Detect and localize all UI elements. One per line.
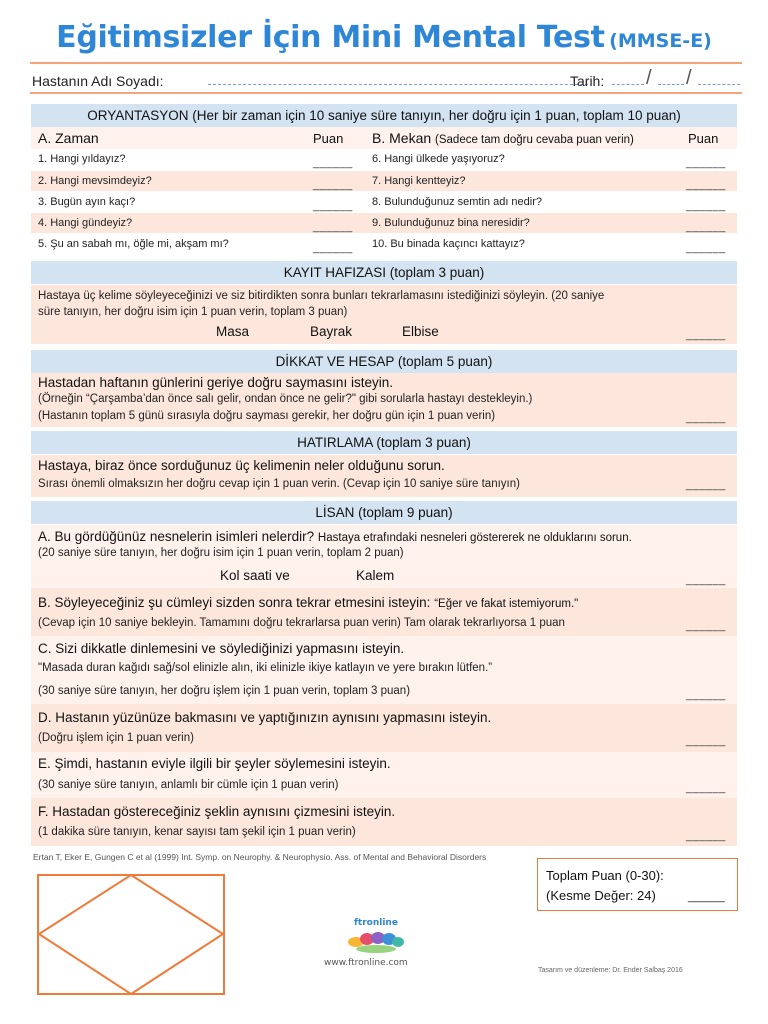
logo-brand: ftronline	[354, 918, 398, 928]
memory-word: Masa	[216, 324, 250, 339]
logo-url: www.ftronline.com	[324, 958, 408, 968]
language-e-text: E. Şimdi, hastanın eviyle ilgili bir şeyler söylemesini isteyin.	[38, 756, 391, 771]
language-a-title: A. Bu gördüğünüz nesnelerin isimleri nelerdir?	[38, 529, 315, 544]
language-header: LİSAN (toplam 9 puan)	[31, 501, 737, 524]
total-score-box	[537, 858, 738, 911]
score-field[interactable]: ______	[686, 179, 726, 191]
date-year-field[interactable]	[698, 84, 740, 85]
figure-diamond	[39, 875, 223, 994]
attention-text: (Hastanın toplam 5 günü sırasıyla doğru sayması gerekir, her doğru gün için 1 puan verin)	[38, 410, 496, 422]
question-item: 1. Hangi yıldayız?	[38, 153, 126, 165]
language-b-sentence: “Eğer ve fakat istemiyorum."	[434, 598, 579, 610]
attention-text: Hastadan haftanın günlerini geriye doğru saymasını isteyin.	[38, 375, 393, 390]
score-field[interactable]: ______	[313, 200, 353, 212]
attention-text: (Örneğin “Çarşamba’dan önce salı gelir, ondan önce ne gelir?" gibi sorularla hastayı destekleyin.)	[38, 393, 533, 405]
ftronline-logo[interactable]	[324, 918, 434, 970]
language-d-text: (Doğru işlem için 1 puan verin)	[38, 732, 194, 744]
language-c-text: (30 saniye süre tanıyın, her doğru işlem için 1 puan verin, toplam 3 puan)	[38, 685, 411, 697]
registration-text: süre tanıyın, her doğru isim için 1 puan verin, toplam 3 puan)	[38, 306, 348, 318]
place-title-text: B. Mekan	[372, 130, 432, 146]
score-field[interactable]: ______	[686, 200, 726, 212]
language-b-text: (Cevap için 10 saniye bekleyin. Tamamını doğru tekrarlarsa puan verin) Tam olarak tekrarlıyorsa 1 puan	[38, 617, 565, 629]
place-note: (Sadece tam doğru cevaba puan verin)	[435, 134, 634, 146]
language-a-text	[38, 529, 632, 544]
language-f-text: (1 dakika süre tanıyın, kenar sayısı tam şekil için 1 puan verin)	[38, 826, 356, 838]
score-field[interactable]: ______	[313, 221, 353, 233]
date-month-field[interactable]	[658, 84, 684, 85]
language-a-text: (20 saniye süre tanıyın, her doğru isim için 1 puan verin, toplam 2 puan)	[38, 547, 404, 559]
patient-name-label: Hastanın Adı Soyadı:	[32, 73, 164, 89]
reference-citation: Ertan T, Eker E, Gungen C et al (1999) Int. Symp. on Neurophy. & Neurophysio. Ass. of Mental and Behavioral Disorders	[33, 852, 487, 862]
score-field[interactable]: ______	[313, 157, 353, 169]
date-separator: /	[646, 67, 652, 89]
time-section-title: A. Zaman	[38, 130, 99, 146]
score-field[interactable]: ______	[686, 830, 726, 842]
language-d-text: D. Hastanın yüzünüze bakmasını ve yaptığınızın aynısını yapmasını isteyin.	[38, 710, 492, 725]
question-item: 3. Bugün ayın kaçı?	[38, 196, 136, 208]
score-field[interactable]: ______	[686, 479, 726, 491]
patient-info-row	[30, 62, 742, 94]
puan-label: Puan	[313, 131, 344, 146]
page-title	[0, 20, 768, 55]
score-field[interactable]: ______	[686, 574, 726, 586]
date-label: Tarih:	[570, 73, 605, 89]
total-score-field[interactable]: ______	[688, 891, 725, 903]
registration-header: KAYIT HAFIZASI (toplam 3 puan)	[31, 261, 737, 284]
total-score-label: Toplam Puan (0-30):	[546, 868, 664, 883]
title-main: Eğitimsizler İçin Mini Mental Test	[56, 20, 605, 55]
copy-figure-diagram	[37, 858, 225, 996]
language-f-text: F. Hastadan göstereceğiniz şeklin aynısını çizmesini isteyin.	[38, 804, 396, 819]
score-field[interactable]: ______	[686, 221, 726, 233]
score-field[interactable]: ______	[313, 242, 353, 254]
score-field[interactable]: ______	[686, 242, 726, 254]
score-field[interactable]: ______	[686, 735, 726, 747]
language-b-title: B. Söyleyeceğiniz şu cümleyi sizden sonra tekrar etmesini isteyin:	[38, 595, 431, 610]
score-field[interactable]: ______	[686, 329, 726, 341]
question-item: 5. Şu an sabah mı, öğle mi, akşam mı?	[38, 238, 229, 250]
score-field[interactable]: ______	[686, 157, 726, 169]
recall-text: Sırası önemli olmaksızın her doğru cevap için 1 puan verin. (Cevap için 10 saniye süre tanıyın)	[38, 478, 520, 490]
score-field[interactable]: ______	[686, 782, 726, 794]
language-e-text: (30 saniye süre tanıyın, anlamlı bir cümle için 1 puan verin)	[38, 779, 339, 791]
question-item: 9. Bulunduğunuz bina neresidir?	[372, 217, 530, 229]
object-word: Kol saati ve	[220, 568, 290, 583]
recall-text: Hastaya, biraz önce sorduğunuz üç kelimenin neler olduğunu sorun.	[38, 458, 445, 473]
date-day-field[interactable]	[612, 84, 644, 85]
object-word: Kalem	[356, 568, 395, 583]
attention-header: DİKKAT VE HESAP (toplam 5 puan)	[31, 350, 737, 373]
cutoff-label: (Kesme Değer: 24)	[546, 888, 656, 903]
date-separator: /	[686, 67, 692, 89]
question-item: 7. Hangi kentteyiz?	[372, 175, 466, 187]
score-field[interactable]: ______	[686, 689, 726, 701]
title-tag: (MMSE-E)	[609, 30, 712, 52]
question-item: 2. Hangi mevsimdeyiz?	[38, 175, 152, 187]
place-section-title	[372, 130, 634, 146]
score-field[interactable]: ______	[686, 620, 726, 632]
design-credit: Tasarım ve düzenleme: Dr. Ender Salbaş 2016	[538, 967, 683, 974]
registration-text: Hastaya üç kelime söyleyeceğinizi ve siz bitirdikten sonra bunları tekrarlamasını istediğinizi söyleyin. (20 saniye	[38, 290, 605, 302]
patient-name-field[interactable]	[208, 84, 588, 85]
question-item: 10. Bu binada kaçıncı kattayız?	[372, 238, 525, 250]
orientation-header: ORYANTASYON (Her bir zaman için 10 saniye süre tanıyın, her doğru için 1 puan, toplam 10 puan)	[31, 104, 737, 127]
memory-word: Bayrak	[310, 324, 353, 339]
language-c-text: C. Sizi dikkatle dinlemesini ve söylediğinizi yapmasını isteyin.	[38, 641, 405, 656]
question-item: 8. Bulunduğunuz semtin adı nedir?	[372, 196, 543, 208]
language-a-note: Hastaya etrafındaki nesneleri göstererek ne olduklarını sorun.	[317, 532, 632, 544]
question-item: 6. Hangi ülkede yaşıyoruz?	[372, 153, 505, 165]
memory-word: Elbise	[402, 324, 439, 339]
figure-rectangle	[38, 875, 224, 994]
logo-petals-icon	[348, 929, 404, 955]
language-b-text	[38, 595, 578, 610]
language-c-text: "Masada duran kağıdı sağ/sol elinizle alın, iki elinizle ikiye katlayın ve yere bırakın lütfen.”	[38, 662, 493, 674]
score-field[interactable]: ______	[313, 179, 353, 191]
question-item: 4. Hangi gündeyiz?	[38, 217, 133, 229]
recall-header: HATIRLAMA (toplam 3 puan)	[31, 431, 737, 454]
puan-label: Puan	[688, 131, 719, 146]
score-field[interactable]: ______	[686, 412, 726, 424]
